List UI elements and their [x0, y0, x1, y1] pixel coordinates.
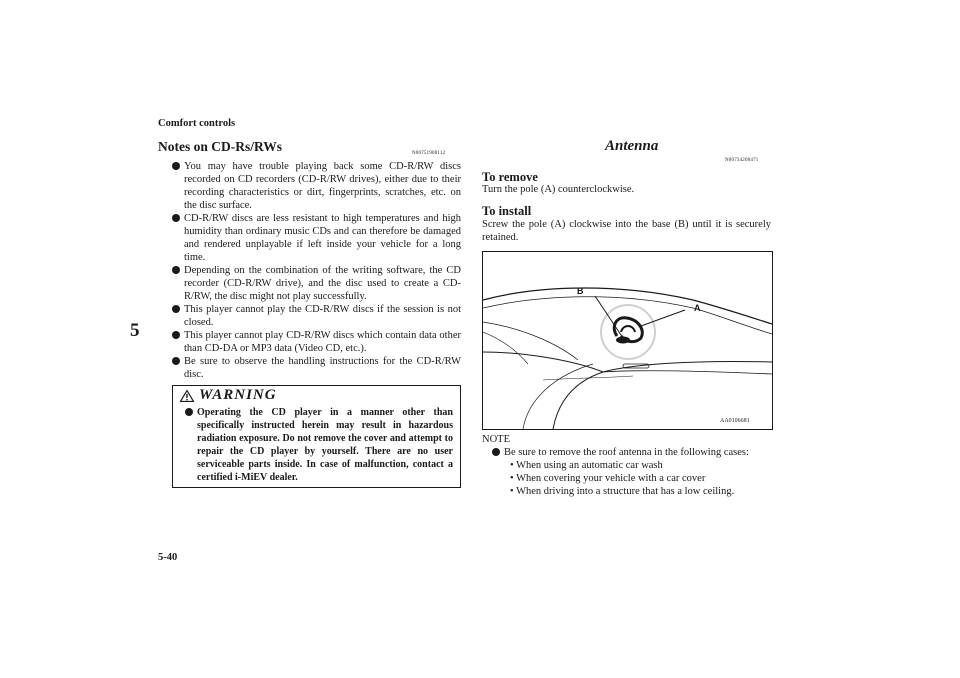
bullet-icon: [185, 408, 193, 416]
bullet-icon: [492, 448, 500, 456]
warning-title: WARNING: [199, 387, 277, 403]
warning-text: Operating the CD player in a manner other than specifically instructed herein may result in hazardous radiation exposure. Do not remove the cover and attempt to repair the CD player by yourself. There are no user serviceable parts inside. In case of malfunction, contact a certified i-MiEV dealer.: [197, 407, 453, 483]
list-item: • When driving into a structure that has a low ceiling.: [510, 486, 735, 497]
list-item-text: This player cannot play the CD-R/RW discs if the session is not closed.: [184, 304, 461, 328]
label-a: A: [694, 303, 701, 313]
section-title-antenna: Antenna: [605, 138, 659, 154]
section-code-cd: N00751900112: [412, 151, 446, 156]
label-b: B: [577, 286, 584, 296]
note-label: NOTE: [482, 434, 510, 445]
list-item: [172, 212, 461, 264]
list-item: • When using an automatic car wash: [510, 460, 663, 471]
bullet-icon: [172, 266, 180, 274]
list-item: [172, 355, 461, 381]
antenna-illustration: [482, 251, 773, 430]
figure-id: AA0106681: [720, 418, 750, 424]
chapter-number: 5: [130, 320, 140, 341]
section-code-antenna: N00734200471: [725, 158, 759, 163]
car-roof-drawing: [483, 252, 772, 429]
list-item-text: You may have trouble playing back some CD-R/RW discs recorded on CD recorders (CD-R/RW drives), either due to their recording characteristics or dirt, fingerprints, scratches, etc. on the disc surface.: [184, 161, 461, 211]
bullet-icon: [172, 214, 180, 222]
list-item-text: CD-R/RW discs are less resistant to high temperatures and high humidity than ordinary music CDs and can therefore be damaged and rendered unplayable if left inside your vehicle for a long time.: [184, 213, 461, 263]
note-block: [492, 446, 777, 498]
list-item: • When covering your vehicle with a car cover: [510, 473, 706, 484]
warning-box: [172, 385, 461, 488]
page-number: 5-40: [158, 552, 178, 563]
bullet-icon: [172, 357, 180, 365]
list-item-text: Depending on the combination of the writing software, the CD recorder (CD-R/RW drive), and the disc used to create a CD-R/RW, the disc might not play successfully.: [184, 265, 461, 302]
list-item-text: Be sure to observe the handling instructions for the CD-R/RW disc.: [184, 356, 461, 380]
warning-text-block: [185, 406, 453, 484]
cd-notes-list: [172, 160, 461, 381]
list-item: [172, 329, 461, 355]
heading-to-remove: To remove: [482, 170, 538, 184]
note-main-row: [492, 446, 777, 459]
bullet-icon: [172, 162, 180, 170]
text-to-remove: Turn the pole (A) counterclockwise.: [482, 184, 635, 195]
warning-triangle-icon: [180, 390, 194, 402]
section-title-cd: Notes on CD-Rs/RWs: [158, 139, 283, 154]
list-item: [172, 303, 461, 329]
bullet-icon: [172, 331, 180, 339]
heading-to-install: To install: [482, 204, 532, 218]
running-header: Comfort controls: [158, 118, 236, 129]
note-main-text: Be sure to remove the roof antenna in the following cases:: [504, 447, 749, 458]
bullet-icon: [172, 305, 180, 313]
list-item-text: This player cannot play CD-R/RW discs which contain data other than CD-DA or MP3 data (Video CD, etc.).: [184, 330, 461, 354]
list-item: [172, 264, 461, 303]
list-item: [172, 160, 461, 212]
text-to-install: Screw the pole (A) clockwise into the base (B) until it is securely retained.: [482, 219, 771, 243]
